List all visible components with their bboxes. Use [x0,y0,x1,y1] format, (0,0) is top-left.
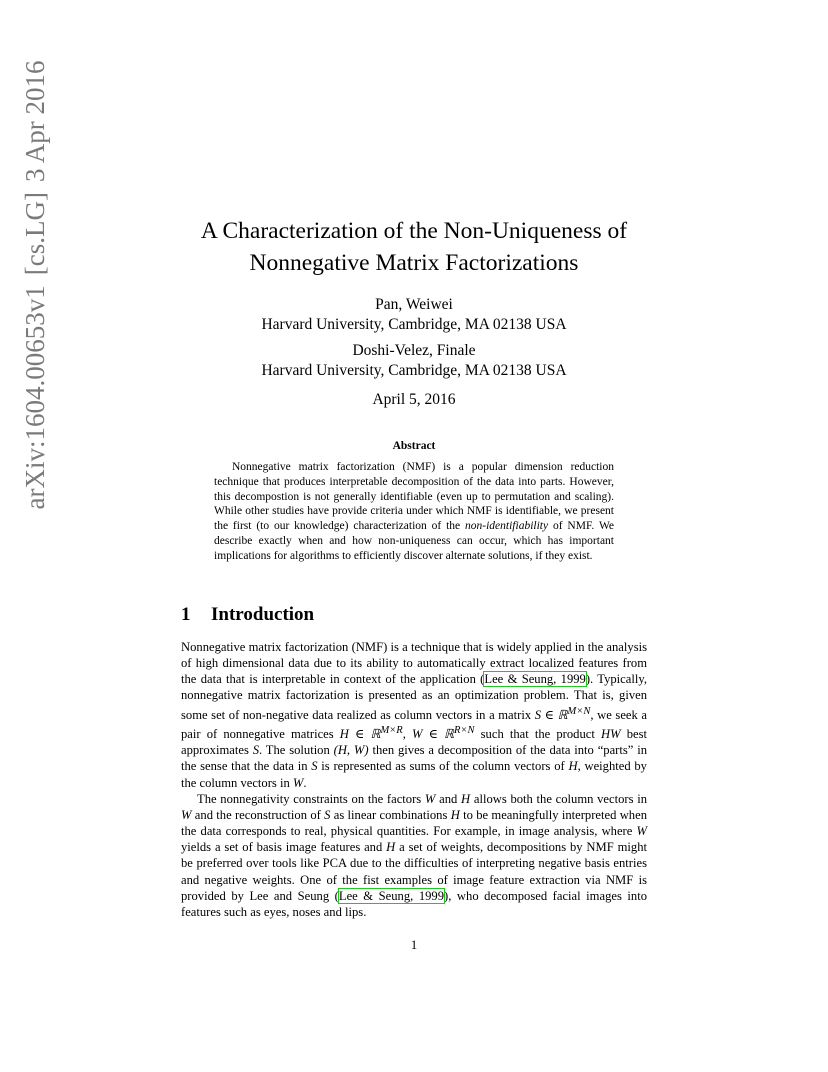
arxiv-sidebar-stamp [15,50,55,520]
text: then gives a decomposition of the data into “parts” in the sense that the data in [181,743,648,774]
math: H [386,840,396,855]
text: yields a set of basis image features and [181,840,387,855]
math: H [568,759,578,774]
author-affiliation: Harvard University, Cambridge, MA 02138 USA [261,316,567,333]
math: H ∈ ℝ [339,727,381,742]
math: W [181,807,192,822]
text: ), who decomposed facial images into features such as eyes, noses and lips. [181,888,648,919]
text: a set of weights, decompositions by NMF might be preferred over tools like PCA due to the difficulties of interpreting negative basis entries and negative weights. One of the fist examples of image feature extraction via NMF is provided by Lee and Seung ( [181,840,647,903]
text: such that the product [474,727,601,742]
title-line-2: Nonnegative Matrix Factorizations [249,250,579,276]
paper-date: April 5, 2016 [372,391,456,408]
text: ). Typically, nonnegative matrix factorization is presented as an optimization problem. That is, given some set of non-negative data realized as column vectors in a matrix [181,672,647,722]
paragraph-1 [181,639,647,791]
abstract-emphasis: non-identifiability [465,520,549,533]
text: best approximates [181,727,647,758]
author-name: Pan, Weiwei [375,296,453,313]
text: as linear combinations [330,807,451,822]
math: S ∈ ℝ [534,707,568,722]
math: S [311,759,318,774]
citation-link[interactable]: Lee & Seung, 1999 [338,888,445,903]
text: allows both the column vectors in [470,791,648,806]
author-affiliation: Harvard University, Cambridge, MA 02138 USA [261,362,567,379]
section-number: 1 [181,604,191,625]
arxiv-date: 3 Apr 2016 [20,60,50,183]
paper-title [140,215,688,279]
math-superscript: R×N [454,724,475,736]
abstract-text-part: Nonnegative matrix factorization (NMF) is a popular dimension reduction technique that produces interpretable decomposition of the data into parts. However, this decompostion is not generally identifiable (even up to permutation and scaling). While other studies have provide criteria under which NMF is identifiable, we present the first (to our knowledge) characterization of the [214,461,614,533]
math: W [292,775,304,790]
math: H [461,791,471,806]
text: . [303,775,307,790]
math: (H, W) [333,743,369,758]
citation-link[interactable]: Lee & Seung, 1999 [484,672,586,687]
text: . The solution [259,743,334,758]
math-superscript: M×R [380,724,403,736]
math: W [636,824,647,839]
introduction-body [181,639,647,920]
math: W [424,791,436,806]
math: W ∈ ℝ [411,727,455,742]
abstract-heading: Abstract [392,440,436,452]
section-heading [181,602,314,628]
arxiv-id: arXiv:1604.00653v1 [20,285,50,510]
abstract-text-part: of NMF. We describe exactly when and how non-uniqueness can occur, which has important implications for algorithms to efficiently discover alternate solutions, if they exist. [214,520,614,562]
author-block-1 [190,295,638,335]
math-superscript: M×N [567,705,591,717]
title-line-1: A Characterization of the Non-Uniqueness of [200,218,628,244]
text: Nonnegative matrix factorization (NMF) is a technique that is widely applied in the analysis of high dimensional data due to its ability to automatically extract localized features from the data that is interpretable in context of the application ( [181,640,647,687]
abstract-text [214,460,614,564]
section-title: Introduction [211,604,315,625]
text: and [435,791,462,806]
text: , we seek a pair of nonnegative matrices [181,707,647,742]
text: is represented as sums of the column vectors of [317,759,569,774]
text: and the reconstruction of [191,807,325,822]
math: H [450,807,460,822]
text: to be meaningfully interpreted when the data corresponds to real, physical quantities. For example, in image analysis, where [181,807,647,839]
text: , [402,727,412,742]
text: The nonnegativity constraints on the factors [197,791,425,806]
author-block-2 [190,341,638,381]
paragraph-2 [181,791,647,920]
author-name: Doshi-Velez, Finale [352,342,476,359]
math: HW [600,727,621,742]
text: , weighted by the column vectors in [181,759,647,790]
math: S [324,807,331,822]
math: S [252,743,259,758]
arxiv-category: [cs.LG] [20,192,50,276]
page-number: 1 [410,938,418,952]
